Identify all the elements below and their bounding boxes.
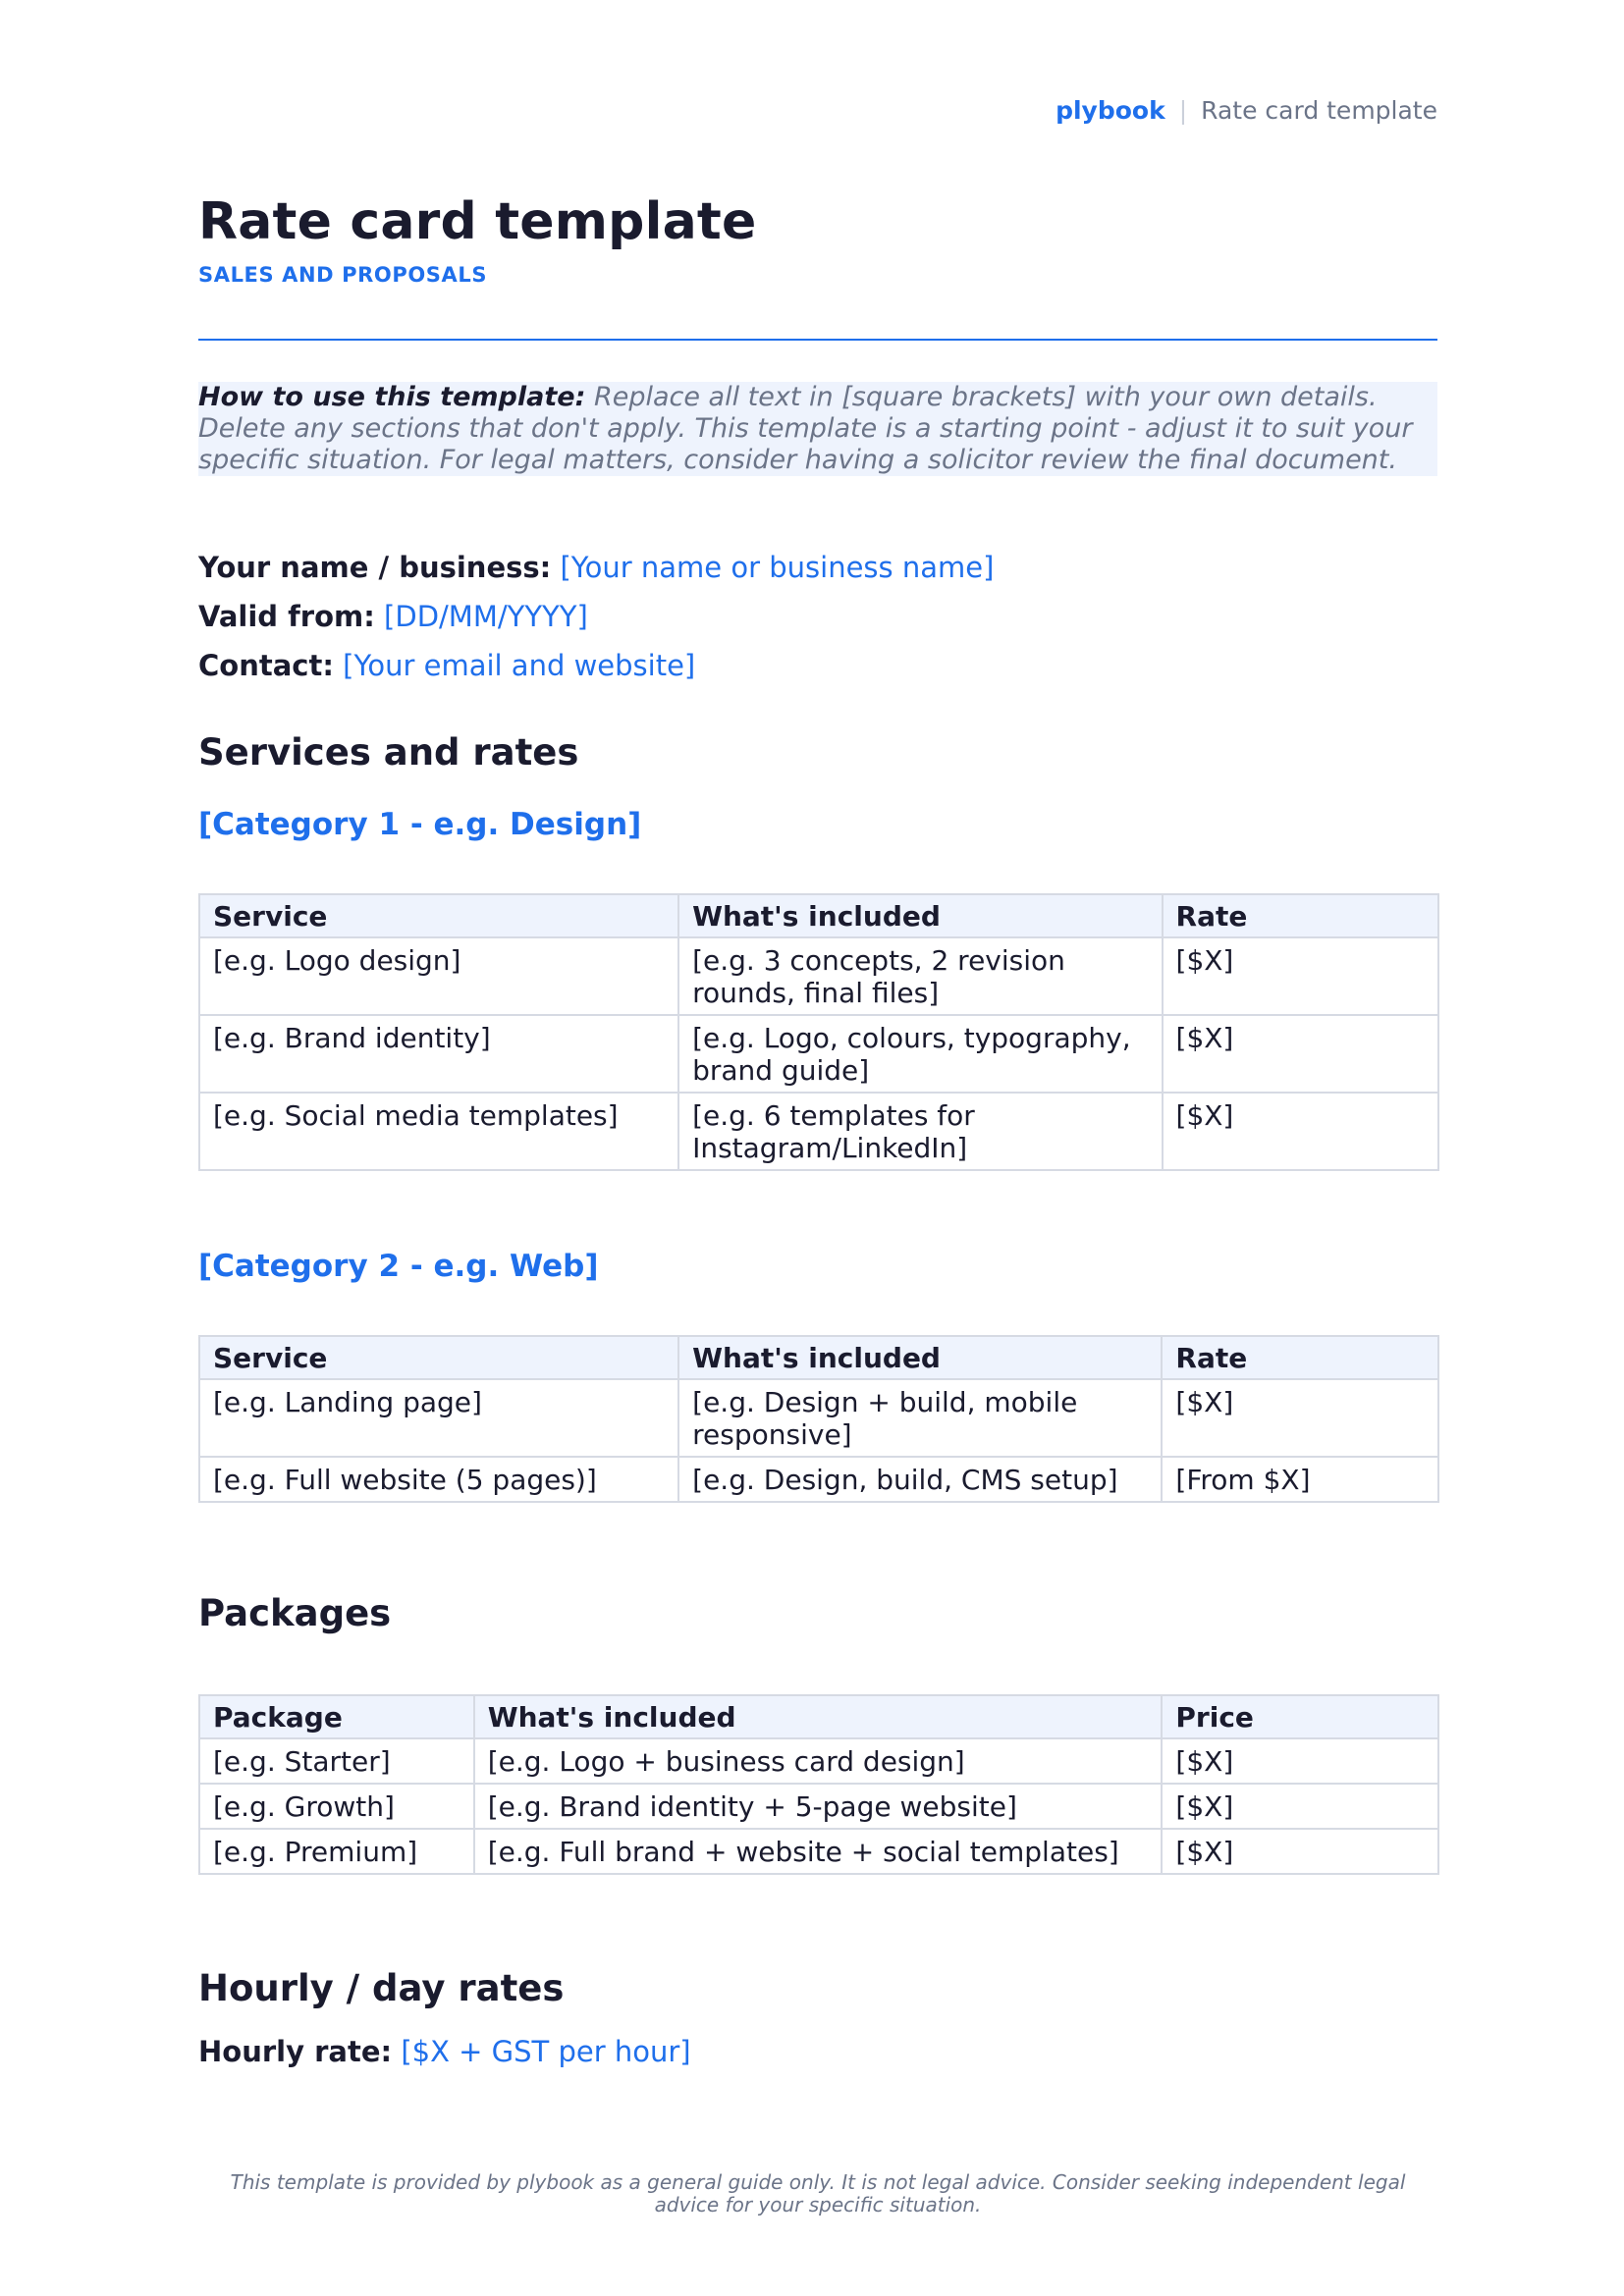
table-cell: [e.g. Full brand + website + social templates] <box>474 1829 1163 1874</box>
packages-table <box>198 1694 1439 1875</box>
column-header: Service <box>199 894 678 937</box>
category-label: SALES AND PROPOSALS <box>198 263 488 287</box>
category-heading-2: [Category 2 - e.g. Web] <box>198 1249 599 1284</box>
field-value[interactable]: [Your email and website] <box>343 649 696 682</box>
table-row <box>199 1093 1438 1170</box>
disclaimer-footer: This template is provided by plybook as a general guide only. It is not legal advice. Consider seeking independent legal advice for your specific situation. <box>230 2170 1406 2216</box>
table-cell: [$X] <box>1163 1015 1438 1093</box>
table-cell: [$X] <box>1163 1093 1438 1170</box>
table-cell: [e.g. Design + build, mobile responsive] <box>678 1379 1162 1457</box>
table-cell: [e.g. Brand identity + 5-page website] <box>474 1784 1163 1829</box>
table-cell: [e.g. Premium] <box>199 1829 474 1874</box>
table-cell: [e.g. Brand identity] <box>199 1015 678 1093</box>
table-cell: [$X] <box>1162 1829 1438 1874</box>
table-row <box>199 1457 1438 1502</box>
table-cell: [e.g. Full website (5 pages)] <box>199 1457 678 1502</box>
table-cell: [e.g. Starter] <box>199 1738 474 1784</box>
column-header: Rate <box>1163 894 1438 937</box>
field-label: Hourly rate: <box>198 2035 393 2068</box>
field-hourly-rate <box>198 2035 691 2068</box>
brand-logo[interactable]: plybook <box>1056 96 1165 125</box>
table-row <box>199 1829 1438 1874</box>
field-value[interactable]: [Your name or business name] <box>560 551 995 584</box>
table-cell: [e.g. Logo + business card design] <box>474 1738 1163 1784</box>
field-value[interactable]: [$X + GST per hour] <box>401 2035 691 2068</box>
column-header: What's included <box>474 1695 1163 1738</box>
section-heading-hourly: Hourly / day rates <box>198 1967 565 2009</box>
title-divider <box>198 339 1437 341</box>
table-row <box>199 937 1438 1015</box>
table-cell: [e.g. Logo, colours, typography, brand guide] <box>678 1015 1162 1093</box>
table-cell: [e.g. 3 concepts, 2 revision rounds, final files] <box>678 937 1162 1015</box>
table-cell: [e.g. Growth] <box>199 1784 474 1829</box>
section-heading-services: Services and rates <box>198 731 579 774</box>
table-cell: [$X] <box>1162 1738 1438 1784</box>
column-header: Service <box>199 1336 678 1379</box>
table-cell: [$X] <box>1162 1784 1438 1829</box>
services-table-category-2 <box>198 1335 1439 1503</box>
table-cell: [From $X] <box>1162 1457 1438 1502</box>
field-value[interactable]: [DD/MM/YYYY] <box>384 600 588 633</box>
field-contact <box>198 649 695 682</box>
howto-label: How to use this template: <box>198 382 586 412</box>
column-header: Price <box>1162 1695 1438 1738</box>
section-heading-packages: Packages <box>198 1592 392 1634</box>
field-label: Contact: <box>198 649 334 682</box>
table-cell: [$X] <box>1162 1379 1438 1457</box>
howto-text: Replace all text in [square brackets] with your own details. Delete any sections that don't apply. This template is a starting point - adjust it to suit your specific situation. For legal matters, consider having a solicitor review the final document. <box>198 382 1413 475</box>
header-doc-name: Rate card template <box>1201 96 1437 125</box>
column-header: Package <box>199 1695 474 1738</box>
field-label: Your name / business: <box>198 551 552 584</box>
field-label: Valid from: <box>198 600 375 633</box>
table-row <box>199 1015 1438 1093</box>
document-header <box>1056 96 1437 125</box>
field-name-business <box>198 551 994 584</box>
table-header-row <box>199 1695 1438 1738</box>
table-cell: [e.g. Social media templates] <box>199 1093 678 1170</box>
table-row <box>199 1784 1438 1829</box>
table-cell: [e.g. Logo design] <box>199 937 678 1015</box>
table-cell: [$X] <box>1163 937 1438 1015</box>
howto-callout <box>198 382 1437 476</box>
table-row <box>199 1379 1438 1457</box>
table-header-row <box>199 894 1438 937</box>
column-header: What's included <box>678 1336 1162 1379</box>
table-cell: [e.g. Design, build, CMS setup] <box>678 1457 1162 1502</box>
table-row <box>199 1738 1438 1784</box>
page-title: Rate card template <box>198 192 757 251</box>
table-cell: [e.g. Landing page] <box>199 1379 678 1457</box>
table-header-row <box>199 1336 1438 1379</box>
category-heading-1: [Category 1 - e.g. Design] <box>198 807 642 842</box>
column-header: Rate <box>1162 1336 1438 1379</box>
table-cell: [e.g. 6 templates for Instagram/LinkedIn] <box>678 1093 1162 1170</box>
services-table-category-1 <box>198 893 1439 1171</box>
header-separator: | <box>1178 96 1188 125</box>
field-valid-from <box>198 600 588 633</box>
column-header: What's included <box>678 894 1162 937</box>
